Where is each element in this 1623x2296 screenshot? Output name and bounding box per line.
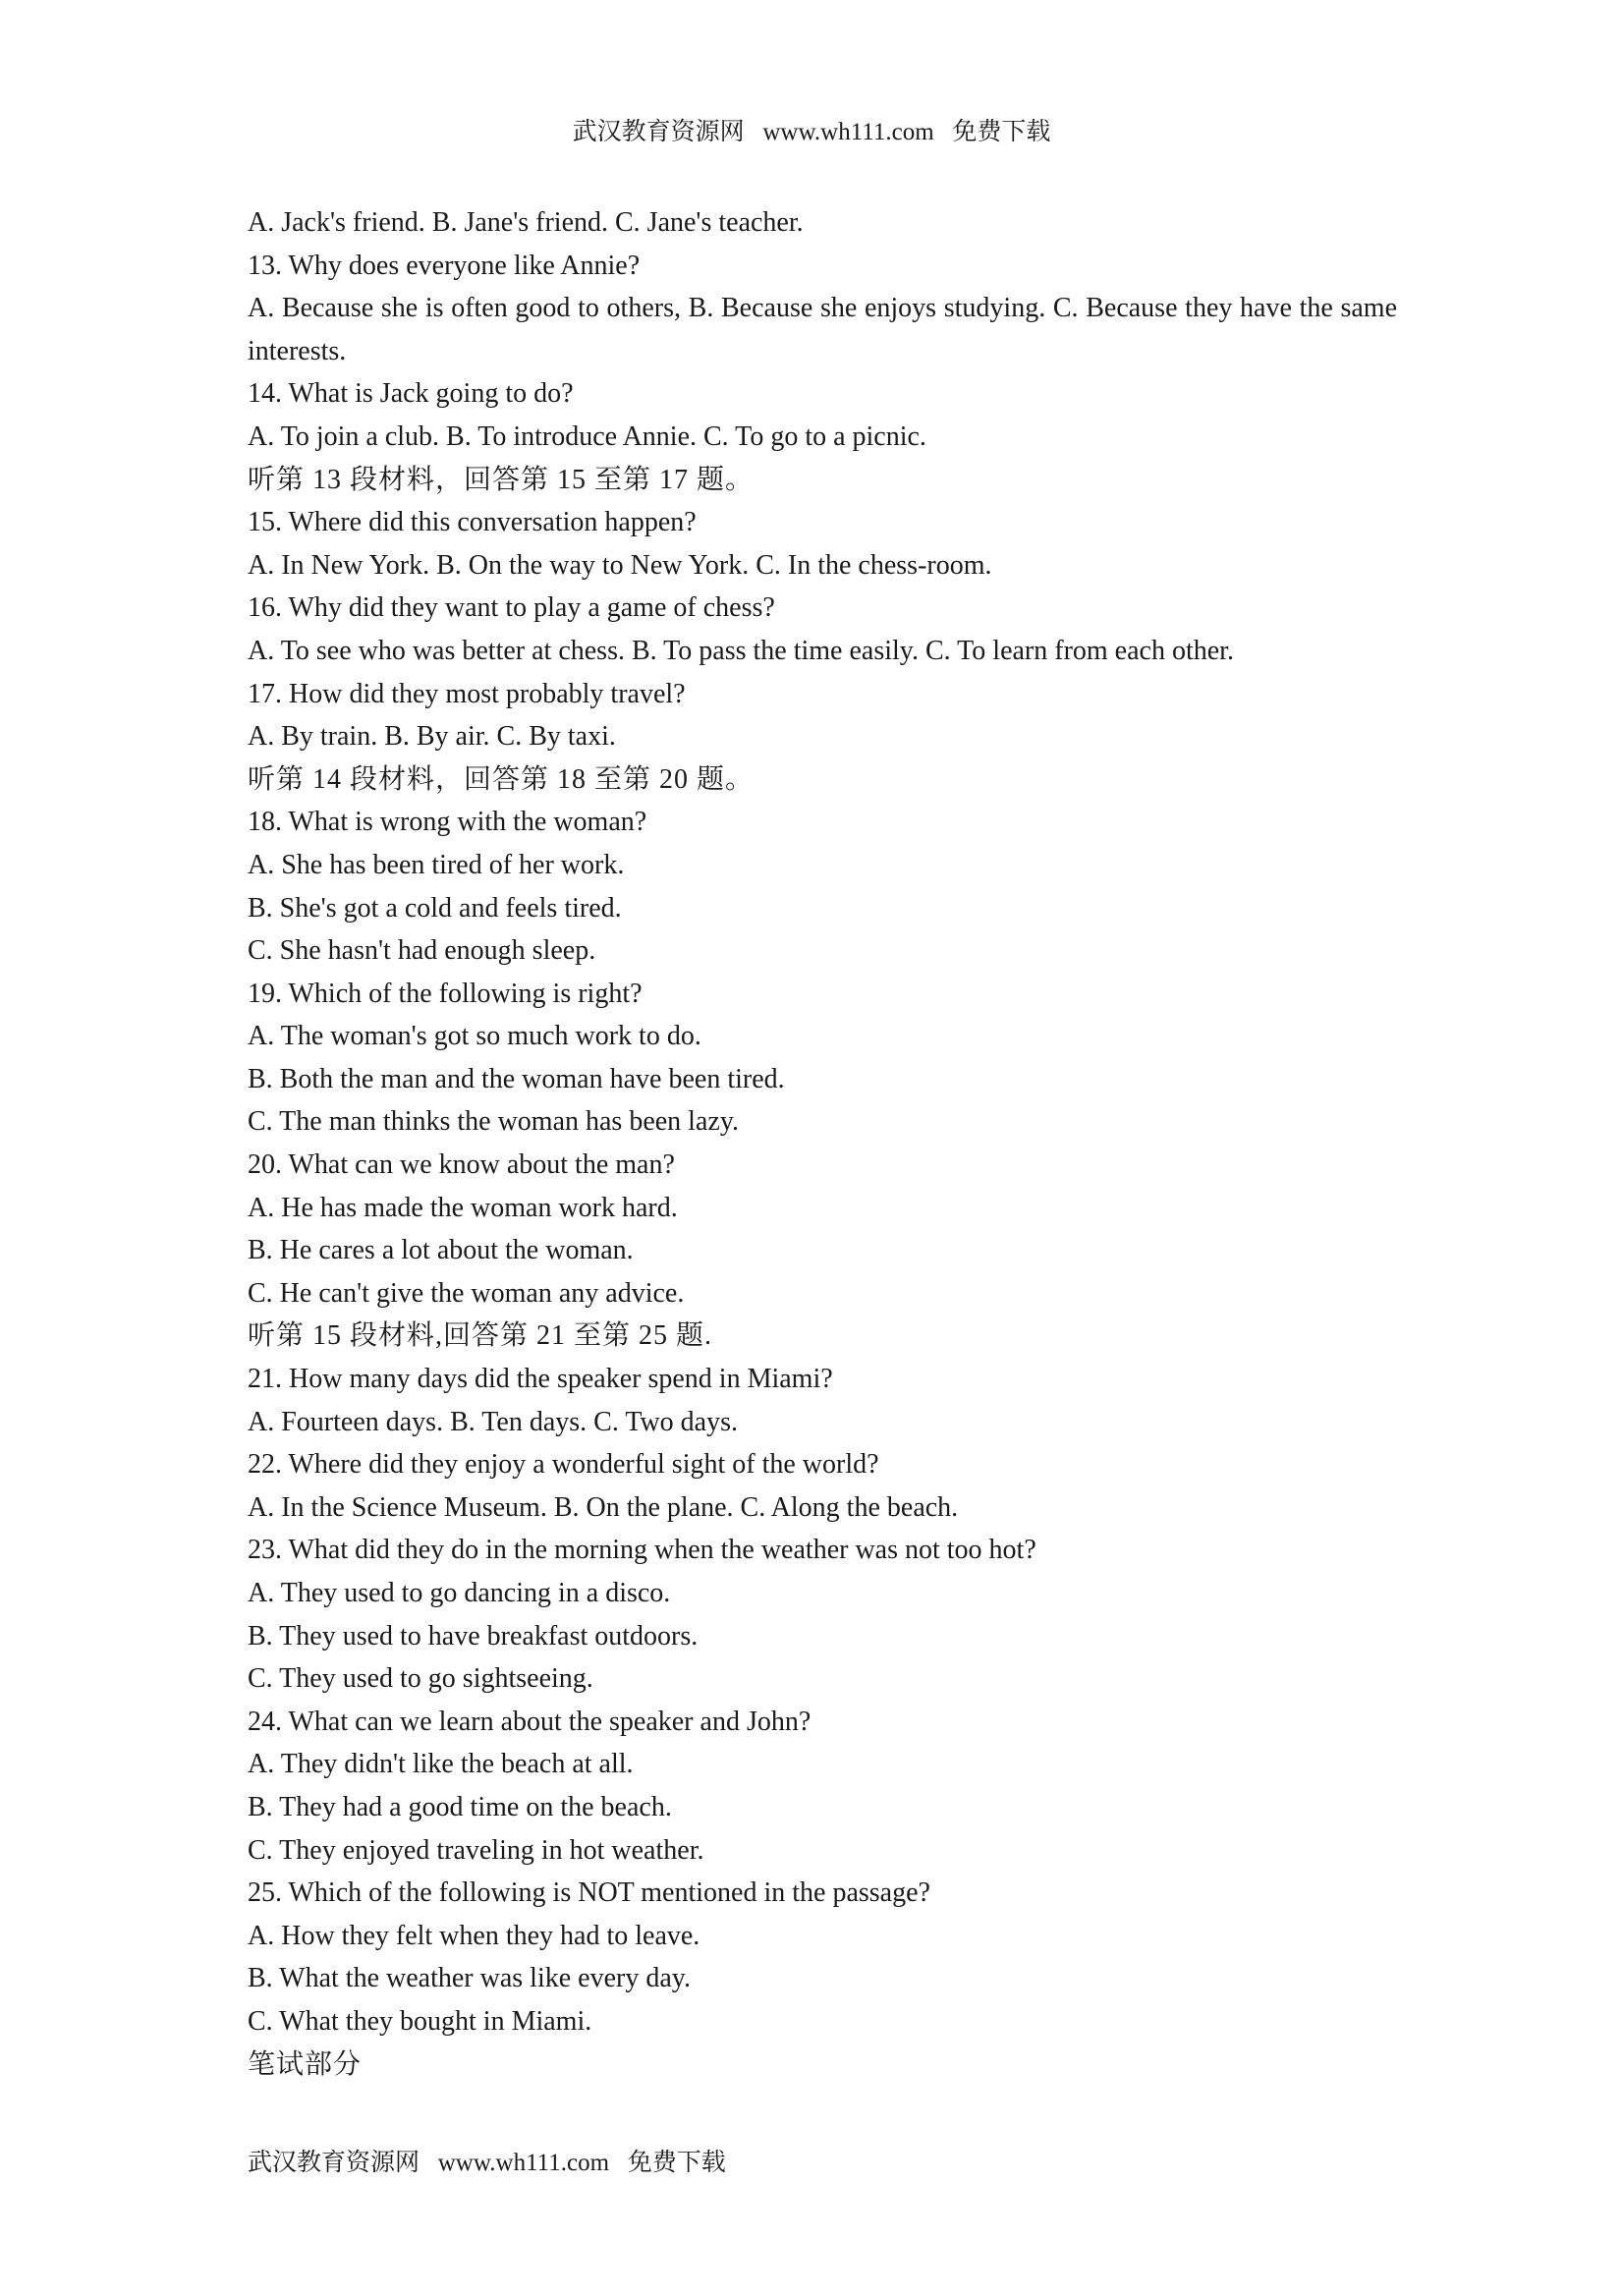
option-18-c: C. She hasn't had enough sleep.	[248, 935, 596, 967]
option-25-c: C. What they bought in Miami.	[248, 2005, 592, 2037]
question-22: 22. Where did they enjoy a wonderful sight of the world?	[248, 1449, 879, 1481]
option-20-a: A. He has made the woman work hard.	[248, 1192, 678, 1223]
option-19-b: B. Both the man and the woman have been tired.	[248, 1063, 785, 1094]
page-header: 武汉教育资源网 www.wh111.com 免费下载	[572, 119, 1051, 145]
answer-options-q17: A. By train. B. By air. C. By taxi.	[248, 721, 616, 753]
page-footer: 武汉教育资源网 www.wh111.com 免费下载	[248, 2150, 726, 2176]
question-19: 19. Which of the following is right?	[248, 978, 643, 1009]
answer-options-q14: A. To join a club. B. To introduce Annie. C. To go to a picnic.	[248, 420, 926, 452]
option-24-c: C. They enjoyed traveling in hot weather.	[248, 1834, 704, 1866]
written-section-heading: 笔试部分	[248, 2048, 363, 2080]
question-25: 25. Which of the following is NOT mentioned in the passage?	[248, 1877, 930, 1909]
question-20: 20. What can we know about the man?	[248, 1149, 675, 1181]
option-23-c: C. They used to go sightseeing.	[248, 1663, 593, 1695]
question-24: 24. What can we learn about the speaker and John?	[248, 1706, 812, 1737]
option-24-a: A. They didn't like the beach at all.	[248, 1749, 634, 1780]
question-21: 21. How many days did the speaker spend in Miami?	[248, 1364, 833, 1395]
question-23: 23. What did they do in the morning when the weather was not too hot?	[248, 1535, 1036, 1566]
option-19-a: A. The woman's got so much work to do.	[248, 1021, 701, 1052]
option-25-b: B. What the weather was like every day.	[248, 1963, 691, 1994]
question-16: 16. Why did they want to play a game of chess?	[248, 592, 775, 624]
option-24-b: B. They had a good time on the beach.	[248, 1791, 672, 1822]
question-14: 14. What is Jack going to do?	[248, 378, 574, 410]
section-instruction-14: 听第 14 段材料，回答第 18 至第 20 题。	[248, 763, 755, 795]
option-20-c: C. He can't give the woman any advice.	[248, 1277, 685, 1309]
answer-options-q16: A. To see who was better at chess. B. To pass the time easily. C. To learn from each other.	[248, 635, 1234, 666]
question-13: 13. Why does everyone like Annie?	[248, 250, 641, 281]
option-25-a: A. How they felt when they had to leave.	[248, 1920, 700, 1951]
question-17: 17. How did they most probably travel?	[248, 678, 686, 709]
answer-options-q12: A. Jack's friend. B. Jane's friend. C. Jane's teacher.	[248, 207, 804, 238]
option-20-b: B. He cares a lot about the woman.	[248, 1235, 634, 1266]
answer-options-q22: A. In the Science Museum. B. On the plane. C. Along the beach.	[248, 1491, 959, 1523]
option-23-b: B. They used to have breakfast outdoors.	[248, 1620, 699, 1652]
answer-options-q13: A. Because she is often good to others, B. Because she enjoys studying. C. Because they have the same interests.	[248, 293, 1397, 366]
section-instruction-13: 听第 13 段材料，回答第 15 至第 17 题。	[248, 464, 755, 495]
section-instruction-15: 听第 15 段材料,回答第 21 至第 25 题.	[248, 1320, 713, 1352]
answer-options-q21: A. Fourteen days. B. Ten days. C. Two days.	[248, 1406, 739, 1437]
answer-options-q15: A. In New York. B. On the way to New York. C. In the chess-room.	[248, 549, 992, 581]
document-body	[248, 201, 1397, 2086]
option-19-c: C. The man thinks the woman has been lazy.	[248, 1106, 739, 1138]
question-15: 15. Where did this conversation happen?	[248, 507, 697, 538]
option-23-a: A. They used to go dancing in a disco.	[248, 1578, 671, 1608]
option-18-b: B. She's got a cold and feels tired.	[248, 892, 622, 924]
option-18-a: A. She has been tired of her work.	[248, 849, 625, 880]
question-18: 18. What is wrong with the woman?	[248, 807, 647, 838]
